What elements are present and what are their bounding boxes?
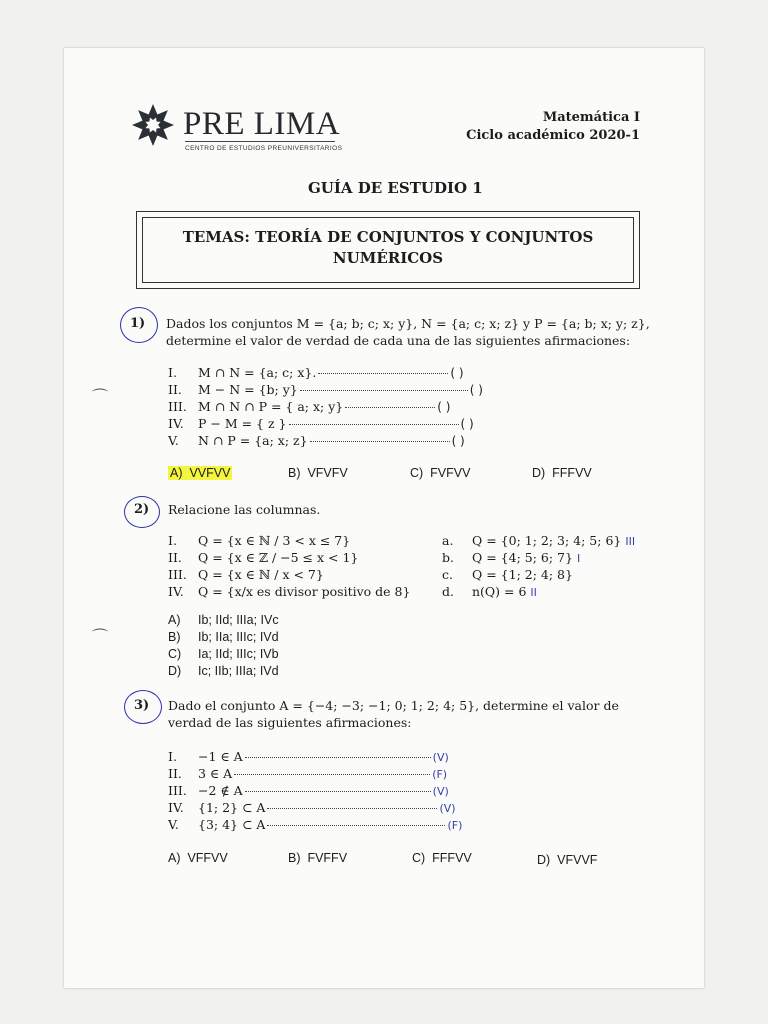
q2-right-letter: d.: [442, 584, 454, 599]
option-value: FVFVV: [430, 466, 471, 480]
q1-item: [168, 415, 474, 433]
q2-left-expr: Q = {x ∈ ℕ / x < 7}: [198, 567, 324, 582]
dot-leader: [267, 808, 437, 809]
brand-name: PRE LIMA: [183, 106, 341, 142]
q1-item-roman: I.: [168, 365, 177, 380]
q2-left-item: [168, 583, 410, 600]
q3-item: [168, 782, 449, 800]
q1-option-c: [410, 466, 470, 480]
q3-item-expr: {1; 2} ⊂ A: [198, 800, 266, 815]
q3-option-d: [537, 853, 597, 867]
option-value: Ia; IId; IIIc; IVb: [198, 647, 279, 661]
option-value: FVFFV: [307, 851, 348, 865]
q3-item-answer: (F): [447, 819, 463, 832]
q1-option-a: [168, 466, 232, 480]
q3-item: [168, 748, 449, 766]
q2-right-expr: Q = {1; 2; 4; 8}: [472, 567, 573, 582]
option-label: D): [537, 853, 551, 867]
q2-option: [168, 629, 279, 646]
q2-right-item: [442, 532, 635, 550]
dot-leader: [289, 424, 459, 425]
q1-item-roman: IV.: [168, 416, 184, 431]
option-label: C): [410, 466, 424, 480]
q2-left-item: [168, 549, 358, 566]
q2-right-expr: Q = {0; 1; 2; 3; 4; 5; 6}: [472, 533, 622, 548]
q1-item: [168, 398, 450, 416]
option-value: FFFVV: [432, 851, 472, 865]
dot-leader: [300, 390, 468, 391]
q3-item: [168, 816, 462, 834]
q1-item-expr: N ∩ P = {a; x; z}: [198, 433, 308, 448]
q2-left-item: [168, 532, 350, 549]
q2-right-item: [442, 549, 580, 567]
option-value: VFFVV: [187, 851, 228, 865]
academic-cycle: Ciclo académico 2020-1: [466, 128, 640, 143]
option-value: Ib; IIa; IIIc; IVd: [198, 630, 279, 644]
option-value: Ib; IId; IIIa; IVc: [198, 613, 279, 627]
q3-text-line2: verdad de las siguientes afirmaciones:: [168, 715, 412, 730]
option-label: A): [168, 851, 181, 865]
flower-logo-icon: [130, 102, 176, 148]
q3-item-expr: {3; 4} ⊂ A: [198, 817, 266, 832]
q2-right-letter: b.: [442, 550, 454, 565]
q1-item-answer: ( ): [460, 417, 474, 431]
q3-option-a: [168, 851, 228, 865]
handwritten-mark: I: [576, 552, 581, 565]
topics-line-1: TEMAS: TEORÍA DE CONJUNTOS Y CONJUNTOS: [182, 228, 594, 246]
q3-item-answer: (V): [432, 785, 449, 798]
option-label: D): [532, 466, 546, 480]
punch-hole-icon: ⌒: [92, 387, 109, 406]
brand-divider: [185, 141, 335, 142]
dot-leader: [234, 774, 430, 775]
q1-item: [168, 364, 464, 382]
q3-item-expr: 3 ∈ A: [198, 766, 233, 781]
q2-left-roman: I.: [168, 533, 177, 548]
q3-item-roman: II.: [168, 766, 182, 781]
q2-right-expr: n(Q) = 6: [472, 584, 527, 599]
q2-left-expr: Q = {x ∈ ℤ / −5 ≤ x < 1}: [198, 550, 359, 565]
punch-hole-icon: ⌒: [92, 627, 109, 646]
q3-item: [168, 765, 447, 783]
option-label: B): [288, 466, 301, 480]
q1-item-expr: M ∩ N = {a; c; x}.: [198, 365, 317, 380]
q2-right-item: [442, 566, 573, 583]
dot-leader: [318, 373, 448, 374]
q1-item: [168, 432, 465, 450]
q1-item-expr: M − N = {b; y}: [198, 382, 298, 397]
q1-text-line2: determine el valor de verdad de cada una de las siguientes afirmaciones:: [166, 333, 631, 348]
guide-title: GUÍA DE ESTUDIO 1: [308, 179, 483, 197]
q2-right-letter: c.: [442, 567, 453, 582]
q2-left-roman: II.: [168, 550, 182, 565]
q3-item-answer: (F): [432, 768, 448, 781]
q1-option-d: [532, 466, 592, 480]
topics-line-2: NUMÉRICOS: [332, 249, 444, 267]
handwritten-mark: III: [625, 535, 636, 548]
q1-item-roman: III.: [168, 399, 187, 414]
q3-item-expr: −1 ∈ A: [198, 749, 243, 764]
q3-number: 3): [134, 698, 150, 713]
brand-subtitle: CENTRO DE ESTUDIOS PREUNIVERSITARIOS: [185, 145, 343, 152]
q3-item-roman: V.: [168, 817, 179, 832]
q1-item-answer: ( ): [450, 366, 464, 380]
q2-left-roman: III.: [168, 567, 187, 582]
dot-leader: [245, 757, 431, 758]
q2-number: 2): [134, 502, 150, 517]
q2-option: [168, 612, 279, 629]
q1-item-expr: M ∩ N ∩ P = { a; x; y}: [198, 399, 344, 414]
option-value: VFVVF: [557, 853, 598, 867]
q3-item-roman: III.: [168, 783, 187, 798]
q3-text-line1: Dado el conjunto A = {−4; −3; −1; 0; 1; 2; 4; 5}, determine el valor de: [168, 698, 619, 713]
option-label: B): [288, 851, 301, 865]
q2-right-item: [442, 583, 537, 601]
q1-item-answer: ( ): [437, 400, 451, 414]
topics-frame: [142, 217, 634, 283]
handwritten-mark: II: [530, 586, 537, 599]
q1-item-answer: ( ): [469, 383, 483, 397]
option-value: VFVFV: [307, 466, 348, 480]
q2-right-letter: a.: [442, 533, 454, 548]
q1-item-roman: II.: [168, 382, 182, 397]
dot-leader: [345, 407, 435, 408]
q1-item-expr: P − M = { z }: [198, 416, 287, 431]
option-value: VVFVV: [189, 466, 231, 480]
q2-left-roman: IV.: [168, 584, 184, 599]
q1-text-line1: Dados los conjuntos M = {a; b; c; x; y}, N = {a; c; x; z} y P = {a; b; x; y; z},: [166, 316, 650, 331]
q1-option-b: [288, 466, 348, 480]
q2-right-expr: Q = {4; 5; 6; 7}: [472, 550, 573, 565]
highlight-mark: [168, 466, 232, 480]
q2-left-expr: Q = {x/x es divisor positivo de 8}: [198, 584, 411, 599]
option-label: A): [170, 466, 183, 480]
q1-item-roman: V.: [168, 433, 179, 448]
q3-item: [168, 799, 456, 817]
course-name: Matemática I: [542, 110, 640, 125]
dot-leader: [310, 441, 450, 442]
q3-option-b: [288, 851, 347, 865]
q3-item-answer: (V): [439, 802, 456, 815]
q2-option: [168, 646, 279, 663]
dot-leader: [245, 791, 431, 792]
q3-item-roman: IV.: [168, 800, 184, 815]
option-label: A): [168, 613, 181, 627]
q2-left-expr: Q = {x ∈ ℕ / 3 < x ≤ 7}: [198, 533, 351, 548]
dot-leader: [267, 825, 445, 826]
q1-number: 1): [130, 316, 146, 331]
q3-item-roman: I.: [168, 749, 177, 764]
q2-left-item: [168, 566, 324, 583]
option-label: D): [168, 664, 182, 678]
option-value: FFFVV: [552, 466, 592, 480]
q3-option-c: [412, 851, 472, 865]
option-value: Ic; IIb; IIIa; IVd: [198, 664, 279, 678]
q1-item-answer: ( ): [451, 434, 465, 448]
q2-text: Relacione las columnas.: [168, 502, 321, 517]
q3-item-answer: (V): [432, 751, 449, 764]
q1-item: [168, 381, 483, 399]
q3-item-expr: −2 ∉ A: [198, 783, 243, 798]
q2-option: [168, 663, 279, 680]
option-label: C): [168, 647, 182, 661]
option-label: B): [168, 630, 181, 644]
topics-box: [136, 211, 640, 289]
option-label: C): [412, 851, 426, 865]
